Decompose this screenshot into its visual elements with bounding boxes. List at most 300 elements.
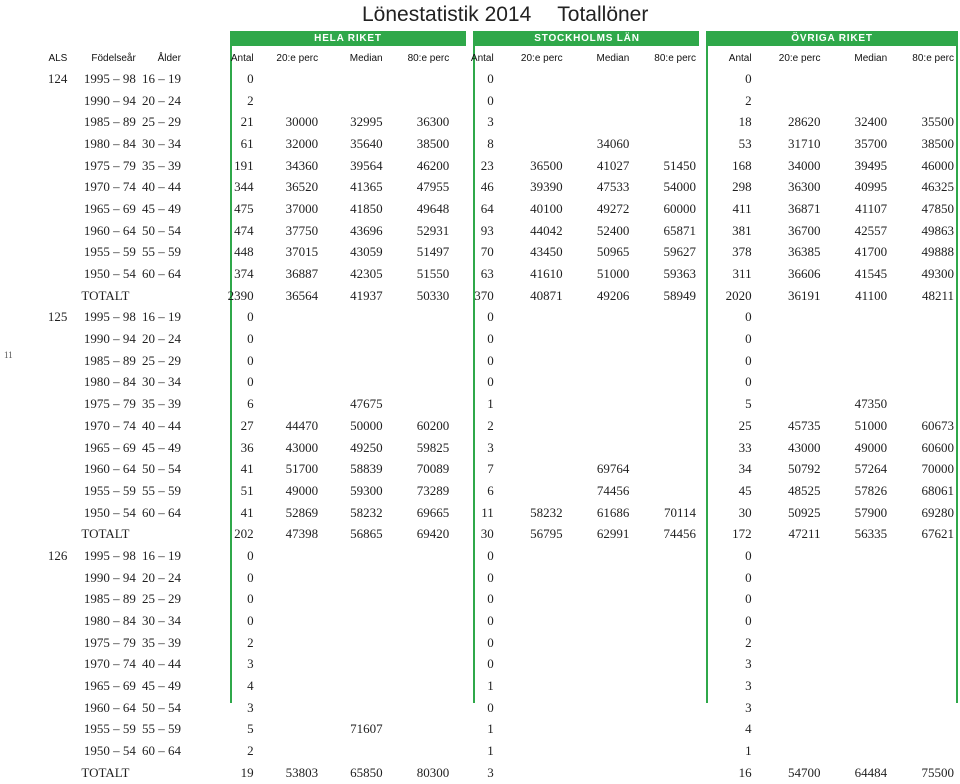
table-cell (754, 567, 823, 589)
table-cell (889, 393, 956, 415)
table-cell: 60673 (921, 417, 954, 433)
table-cell: 1990 – 94 (83, 92, 136, 108)
table-cell (754, 68, 823, 90)
table-cell: 36385 (787, 244, 821, 260)
group-label: HELA RIKET (314, 33, 382, 44)
table-cell: 32995 (350, 114, 383, 130)
table-cell (256, 675, 320, 697)
table-cell: 69420 (416, 526, 450, 542)
table-cell (385, 740, 452, 762)
table-cell: 41545 (854, 266, 888, 282)
table-cell: 63 (480, 266, 494, 282)
table-cell: 60200 (416, 417, 450, 433)
table-cell (385, 610, 452, 632)
table-cell: 411 (732, 200, 752, 216)
table-cell: 67621 (921, 526, 954, 542)
table-cell (754, 697, 823, 719)
table-cell (754, 307, 823, 329)
table-cell (0, 740, 73, 762)
table-cell (385, 675, 452, 697)
table-cell: 0 (247, 591, 254, 607)
table-cell (631, 610, 698, 632)
table-cell (631, 697, 698, 719)
table-cell: 65871 (663, 222, 696, 238)
table-cell: 2 (745, 634, 752, 650)
table-cell: 58232 (350, 504, 383, 520)
table-cell: 43450 (530, 244, 563, 260)
table-cell (0, 328, 73, 350)
table-cell (0, 350, 73, 372)
table-cell: 35700 (854, 135, 888, 151)
table-cell: 8 (487, 135, 494, 151)
table-cell: 47955 (416, 179, 450, 195)
table-cell: 38500 (416, 135, 450, 151)
table-cell: 381 (732, 222, 752, 238)
table-cell (565, 697, 632, 719)
table-cell: 1975 – 79 (83, 396, 136, 412)
table-cell: 25 – 29 (141, 591, 181, 607)
table-cell: 35 – 39 (141, 157, 181, 173)
table-row (0, 523, 956, 545)
table-cell (0, 176, 73, 198)
table-cell: TOTALT (81, 526, 130, 542)
table-cell (256, 654, 320, 676)
table-cell: 2390 (227, 287, 254, 303)
table-row (0, 263, 956, 285)
table-cell (256, 68, 320, 90)
table-cell: 2 (247, 743, 254, 759)
table-cell (0, 589, 73, 611)
table-cell: 0 (745, 352, 752, 368)
table-cell: 49300 (921, 266, 954, 282)
table-cell (385, 307, 452, 329)
table-cell (754, 589, 823, 611)
table-cell: 36887 (285, 266, 319, 282)
table-cell: 41100 (855, 287, 888, 303)
table-cell: 30 – 34 (141, 135, 181, 151)
table-cell (631, 90, 698, 112)
table-cell: 45 – 49 (141, 678, 181, 694)
table-cell: 50 – 54 (141, 699, 181, 715)
table-cell: 51000 (854, 417, 888, 433)
table-cell: 32000 (285, 135, 319, 151)
table-cell: 0 (247, 569, 254, 585)
table-cell (0, 762, 73, 784)
table-cell: 374 (234, 266, 254, 282)
table-row (0, 285, 956, 307)
table-cell: 36520 (285, 179, 319, 195)
table-cell (0, 719, 73, 741)
column-header: Median (854, 52, 888, 64)
table-cell: 49888 (921, 244, 954, 260)
table-cell (385, 328, 452, 350)
table-cell (0, 90, 73, 112)
table-cell (0, 133, 73, 155)
table-cell: 39390 (530, 179, 563, 195)
table-cell: 39564 (350, 157, 383, 173)
table-cell: 448 (234, 244, 254, 260)
table-cell: 49000 (285, 482, 319, 498)
table-row (0, 133, 956, 155)
table-cell: 35 – 39 (141, 396, 181, 412)
table-cell: 1970 – 74 (83, 417, 136, 433)
table-cell (496, 372, 565, 394)
table-cell (256, 632, 320, 654)
table-row (0, 90, 956, 112)
table-cell: 41 (240, 504, 254, 520)
table-cell (754, 393, 823, 415)
table-cell: 3 (487, 439, 494, 455)
table-cell: 41850 (350, 200, 383, 216)
table-cell: 45 – 49 (141, 200, 181, 216)
table-cell: 33 (738, 439, 752, 455)
table-cell: 42557 (854, 222, 888, 238)
table-cell: 1995 – 98 (83, 70, 136, 86)
table-cell (889, 740, 956, 762)
table-cell (385, 719, 452, 741)
table-cell: 93 (480, 222, 494, 238)
table-body (0, 68, 956, 784)
table-cell: 43000 (787, 439, 821, 455)
salary-table (0, 48, 956, 784)
table-cell: 50 – 54 (141, 222, 181, 238)
table-cell: 36300 (416, 114, 450, 130)
table-cell: 1980 – 84 (83, 374, 136, 390)
table-row (0, 675, 956, 697)
table-cell: 46 (480, 179, 494, 195)
table-cell (889, 697, 956, 719)
table-row (0, 393, 956, 415)
table-row (0, 350, 956, 372)
table-cell: 54700 (787, 764, 821, 780)
table-cell: 45 – 49 (141, 439, 181, 455)
table-cell: 3 (745, 678, 752, 694)
table-cell (496, 133, 565, 155)
table-cell: 41107 (855, 200, 888, 216)
table-cell (631, 415, 698, 437)
table-cell: 20 – 24 (141, 331, 181, 347)
table-cell: 41027 (596, 157, 630, 173)
table-cell (496, 589, 565, 611)
table-cell (631, 654, 698, 676)
table-cell: 36191 (787, 287, 821, 303)
table-cell (496, 393, 565, 415)
table-cell: 2 (247, 634, 254, 650)
table-cell: 42305 (350, 266, 383, 282)
table-cell (631, 719, 698, 741)
table-cell: 34 (738, 461, 752, 477)
table-cell (631, 675, 698, 697)
table-cell (496, 350, 565, 372)
table-row (0, 242, 956, 264)
table-cell (631, 762, 698, 784)
table-cell: 0 (745, 569, 752, 585)
group-label: ÖVRIGA RIKET (791, 33, 873, 44)
table-cell: 50792 (787, 461, 821, 477)
table-cell: 40 – 44 (141, 179, 181, 195)
table-cell (0, 415, 73, 437)
table-cell: 474 (234, 222, 254, 238)
table-cell (320, 350, 384, 372)
table-cell: 49863 (921, 222, 954, 238)
table-cell: 30 (738, 504, 752, 520)
table-cell: 370 (474, 287, 494, 303)
table-cell: 49000 (854, 439, 888, 455)
table-cell: 45735 (787, 417, 821, 433)
table-cell: 0 (487, 70, 494, 86)
table-cell: 70 (480, 244, 494, 260)
table-cell: 54000 (663, 179, 696, 195)
table-cell (0, 285, 73, 307)
table-cell (889, 589, 956, 611)
table-cell: 69665 (416, 504, 450, 520)
table-cell: 1995 – 98 (83, 309, 136, 325)
table-cell: 1980 – 84 (83, 613, 136, 629)
title-sub: Totallöner (557, 3, 649, 26)
table-cell: 68061 (921, 482, 954, 498)
table-cell: 31710 (787, 135, 821, 151)
table-cell: 1 (487, 678, 494, 694)
table-cell (385, 589, 452, 611)
table-cell: 5 (745, 396, 752, 412)
table-cell: 61 (240, 135, 254, 151)
table-cell: 36300 (787, 179, 821, 195)
table-cell: 344 (234, 179, 254, 195)
table-cell (496, 654, 565, 676)
table-cell: 73289 (416, 482, 450, 498)
table-cell: 47850 (921, 200, 954, 216)
table-cell (0, 263, 73, 285)
table-cell: 39495 (854, 157, 888, 173)
table-cell: 18 (738, 114, 752, 130)
table-cell: 25 (738, 417, 752, 433)
table-cell: 0 (745, 591, 752, 607)
table-cell: 43696 (350, 222, 383, 238)
table-cell (754, 90, 823, 112)
table-cell: 56335 (854, 526, 888, 542)
table-cell (565, 307, 632, 329)
table-cell (385, 632, 452, 654)
table-cell (565, 328, 632, 350)
table-cell: 36 (240, 439, 254, 455)
table-cell: 0 (745, 547, 752, 563)
table-cell: 1 (487, 396, 494, 412)
table-cell: 0 (745, 374, 752, 390)
table-cell: 1965 – 69 (83, 439, 136, 455)
table-cell: 70089 (416, 461, 450, 477)
table-cell: 23 (480, 157, 494, 173)
table-cell: 60 – 64 (141, 504, 181, 520)
table-cell: 30000 (285, 114, 319, 130)
table-cell (565, 632, 632, 654)
table-cell: 57826 (854, 482, 888, 498)
table-cell (822, 675, 889, 697)
table-cell: 65850 (350, 764, 383, 780)
table-cell: 38500 (921, 135, 954, 151)
table-cell: 16 (738, 764, 752, 780)
table-cell: 1955 – 59 (83, 244, 136, 260)
table-cell: 0 (487, 374, 494, 390)
table-cell: 30 – 34 (141, 613, 181, 629)
table-cell (385, 545, 452, 567)
table-cell: 41700 (854, 244, 888, 260)
table-cell: 51550 (416, 266, 450, 282)
table-cell: 47398 (285, 526, 319, 542)
table-cell: 41365 (350, 179, 383, 195)
table-cell: 4 (247, 678, 254, 694)
table-row (0, 155, 956, 177)
table-row (0, 328, 956, 350)
table-cell (138, 762, 189, 784)
table-cell (889, 372, 956, 394)
table-cell: 53 (738, 135, 752, 151)
table-cell: 48211 (921, 287, 954, 303)
table-row (0, 220, 956, 242)
table-cell (565, 589, 632, 611)
table-cell: 1985 – 89 (83, 114, 136, 130)
table-cell (0, 393, 73, 415)
table-cell: 57264 (854, 461, 888, 477)
table-cell: 1950 – 54 (83, 266, 136, 282)
table-cell: 125 (47, 309, 68, 325)
table-cell: 58839 (350, 461, 383, 477)
table-cell: 46325 (921, 179, 954, 195)
table-cell: 2 (745, 92, 752, 108)
table-cell: 49206 (596, 287, 630, 303)
table-cell: 41937 (350, 287, 383, 303)
table-cell: 58949 (663, 287, 696, 303)
table-cell: 202 (234, 526, 254, 542)
table-cell: 40 – 44 (141, 656, 181, 672)
table-cell: 0 (487, 591, 494, 607)
table-cell (889, 307, 956, 329)
table-row (0, 480, 956, 502)
table-cell: 1960 – 64 (83, 461, 136, 477)
table-cell: 36700 (787, 222, 821, 238)
table-cell (631, 111, 698, 133)
table-cell: 2 (247, 92, 254, 108)
table-cell: 0 (487, 569, 494, 585)
table-cell: 0 (247, 352, 254, 368)
table-cell (822, 307, 889, 329)
table-cell (822, 719, 889, 741)
group-divider (956, 31, 958, 703)
table-cell: 168 (732, 157, 752, 173)
table-cell (320, 68, 384, 90)
table-cell: 40 – 44 (141, 417, 181, 433)
table-cell: 0 (247, 70, 254, 86)
table-cell (889, 632, 956, 654)
table-cell (256, 719, 320, 741)
table-cell (256, 90, 320, 112)
table-cell (496, 762, 565, 784)
table-cell (385, 567, 452, 589)
table-cell: 0 (247, 547, 254, 563)
table-cell: 0 (247, 613, 254, 629)
column-header: Födelseår (91, 52, 136, 64)
table-cell: 57900 (854, 504, 888, 520)
table-cell: 0 (247, 374, 254, 390)
table-cell: 3 (487, 114, 494, 130)
group-label: STOCKHOLMS LÄN (534, 33, 640, 44)
table-cell: 34060 (596, 135, 630, 151)
table-cell: 47211 (788, 526, 821, 542)
table-cell (631, 307, 698, 329)
table-cell: 41 (240, 461, 254, 477)
table-cell: 0 (487, 613, 494, 629)
table-cell: 60000 (663, 200, 696, 216)
table-cell (631, 740, 698, 762)
table-cell: 1970 – 74 (83, 656, 136, 672)
table-cell: 34000 (787, 157, 821, 173)
table-cell: 0 (487, 656, 494, 672)
table-cell (889, 545, 956, 567)
table-cell: 80300 (416, 764, 450, 780)
table-cell (256, 545, 320, 567)
table-cell (320, 654, 384, 676)
table-cell (889, 567, 956, 589)
table-cell (889, 719, 956, 741)
table-cell: 52400 (596, 222, 630, 238)
table-cell (822, 632, 889, 654)
table-cell (320, 740, 384, 762)
table-cell (496, 697, 565, 719)
table-row (0, 415, 956, 437)
table-cell (320, 632, 384, 654)
table-cell: 35 – 39 (141, 634, 181, 650)
table-cell (754, 632, 823, 654)
table-cell: 34360 (285, 157, 319, 173)
table-cell (631, 632, 698, 654)
table-cell: 36606 (787, 266, 821, 282)
table-cell (565, 111, 632, 133)
table-cell: 71607 (350, 721, 383, 737)
table-cell: 0 (247, 309, 254, 325)
table-row (0, 68, 956, 90)
table-cell: 11 (481, 504, 494, 520)
table-cell (138, 285, 189, 307)
table-cell (320, 372, 384, 394)
table-cell (631, 393, 698, 415)
table-cell: 2020 (725, 287, 752, 303)
table-cell (889, 68, 956, 90)
table-cell: 1955 – 59 (83, 721, 136, 737)
table-cell: 1955 – 59 (83, 482, 136, 498)
table-cell: 7 (487, 461, 494, 477)
table-cell (320, 675, 384, 697)
table-cell (822, 350, 889, 372)
table-cell (0, 242, 73, 264)
table-cell: 40100 (530, 200, 563, 216)
table-cell (565, 437, 632, 459)
table-cell (565, 90, 632, 112)
table-cell: 74456 (596, 482, 630, 498)
table-cell: 1 (487, 721, 494, 737)
table-cell (754, 328, 823, 350)
table-cell (496, 740, 565, 762)
table-cell (496, 480, 565, 502)
table-cell (256, 610, 320, 632)
table-cell (822, 68, 889, 90)
table-cell: 126 (47, 547, 68, 563)
table-cell: 69280 (921, 504, 954, 520)
group-band-ovriga-riket (708, 31, 956, 46)
table-cell: 49250 (350, 439, 383, 455)
table-cell (822, 372, 889, 394)
table-cell (496, 328, 565, 350)
table-cell (822, 328, 889, 350)
table-cell (754, 372, 823, 394)
